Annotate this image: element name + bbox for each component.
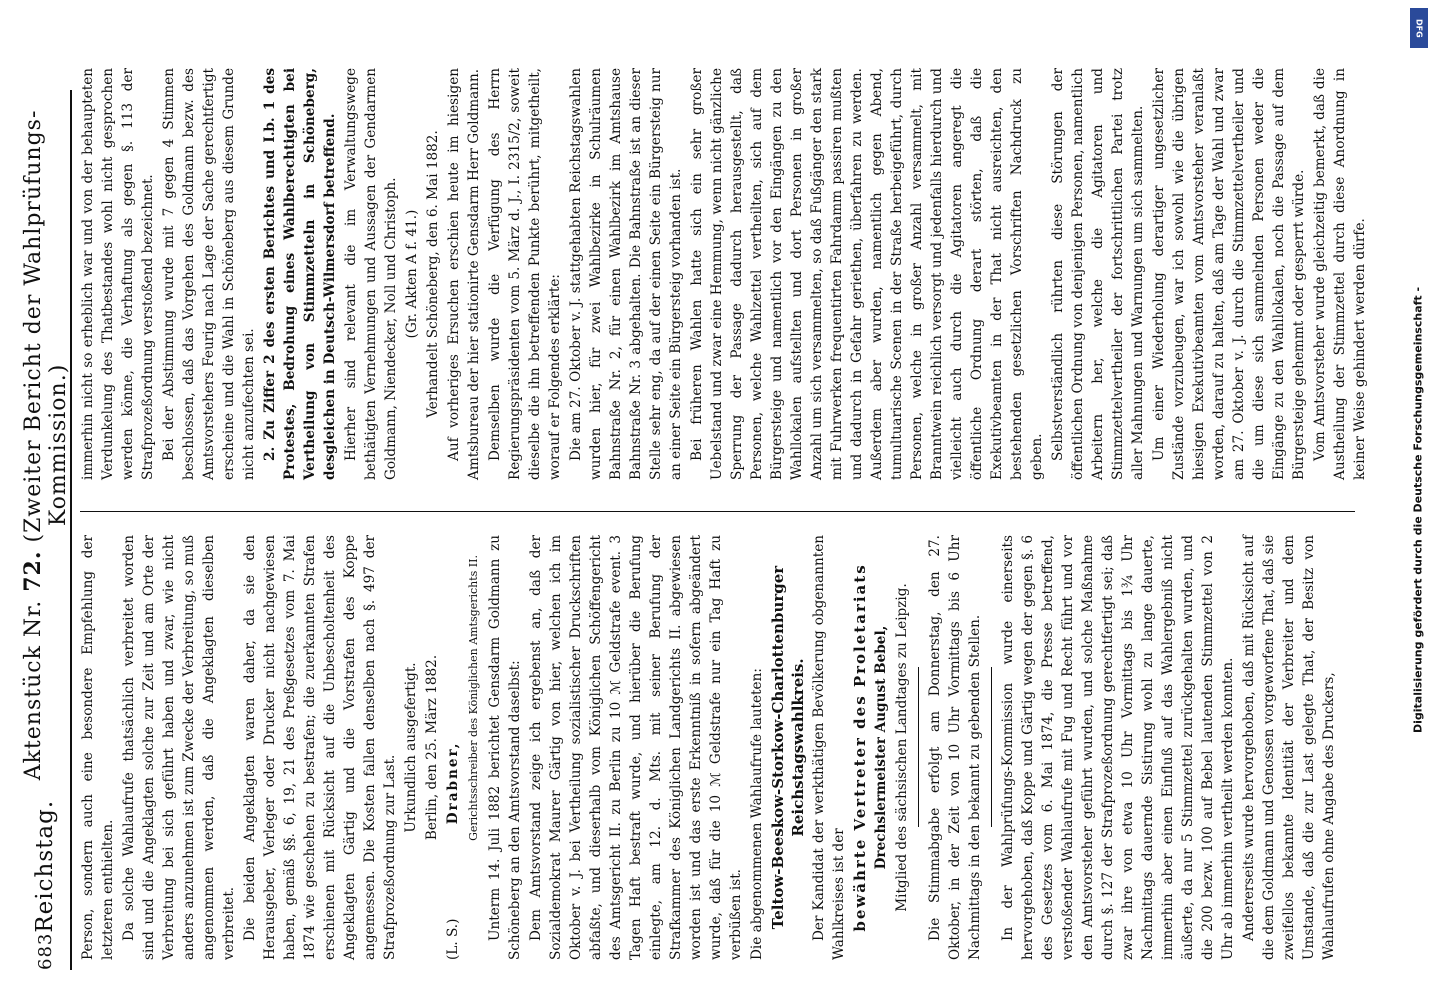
separator-rule (991, 668, 992, 828)
paragraph: In der Wahlprüfungs-Kommission wurde einerseits hervorgehoben, daß Koppe und Gärtig wegen der gegen §. 6 des Gesetzes vom 6. Mai 1874, die Presse betreffend, verstoßender Wahlaufrufe mit Fug und Recht führt und vor den Amtsvorsteher geführt wurden, und solche Maßnahme durch §. 127 der Strafprozeßordnung gerechtfertigt sei; daß zwar ihre von etwa 10 Uhr Vormittags bis 1¾ Uhr Nachmittags dauernde Sistirung wohl zu lange dauerte, immerhin aber einen Einfluß auf das Wahlergebniß nicht äußerte, da nur 5 Stimmzettel zurückgehalten wurden, und die 200 bezw. 100 auf Bebel lautenden Stimmzettel von 2 Uhr ab immerhin vertheilt werden konnten. (1000, 535, 1236, 960)
paragraph: Der Kandidat der werkthätigen Bevölkerung obgenannten Wahlkreises ist der (811, 535, 847, 960)
title-suffix: (Zweiter Bericht der Wahlprüfungs-Kommission.) (20, 109, 71, 543)
section-heading: 2. Zu Ziffer 2 des ersten Berichtes und I.b. 1 des Protestes, Bedrohung eines Wahlberechtigten bei Vertheilung von Stimmzetteln in Schöneberg, desgleichen in Deutsch-Wilmersdorf betreffend. (262, 68, 338, 480)
column-divider (80, 511, 1355, 512)
page-title (20, 90, 71, 800)
paragraph: immerhin nicht so erheblich war und von der behaupteten Verdunkelung des Thatbestandes wohl nicht gesprochen werden könne, die Verhaftung als gegen §. 113 der Strafprozeßordnung verstoßend bezeichnet. (80, 68, 156, 480)
paragraph: Bei früheren Wahlen hatte sich ein sehr großer Uebelstand und zwar eine Hemmung, wenn nicht gänzliche Sperrung der Passage dadurch herausgestellt, daß Personen, welche Wahlzettel vertheilten, sich auf dem Bürgersteige und namentlich vor den Eingängen zu den Wahllokalen aufstellten und dort Personen in großer Anzahl um sich versammelten, so daß Fußgänger den stark mit Fuhrwerken frequentirten Fahrdamm passiren mußten und dadurch in Gefahr geriethen, überfahren zu werden. Außerdem aber wurden, namentlich gegen Abend, tumultuarische Scenen in der Straße herbeigeführt, durch Personen, welche in großer Anzahl versammelt, mit Branntwein reichlich versorgt und jedenfalls hierdurch und vielleicht auch durch die Agitatoren angeregt die öffentliche Ordnung derart störten, daß die Exekutivbeamten in der That nicht ausreichten, den bestehenden gesetzlichen Vorschriften Nachdruck zu geben. (689, 68, 1045, 480)
paragraph: Hierher sind relevant die im Verwaltungswege bethätigten Vernehmungen und Aussagen der Gendarmen Goldmann, Niendecker, Noll und Christoph. (343, 68, 399, 480)
signatory-title: Gerichtsschreiber des Königlichen Amtsgerichts II. (467, 555, 480, 841)
reference: (Gr. Akten A f. 41.) (404, 209, 420, 339)
paragraph: Demselben wurde die Verfügung des Herrn Regierungspräsidenten vom 5. März d. J., I. 2315/2, soweit dieselbe die ihn betreffenden Punkte berührt, mitgetheilt, worauf er Folgendes erklärte: (487, 68, 563, 480)
paragraph: Um einer Wiederholung derartiger ungesetzlicher Zustände vorzubeugen, war ich sowohl wie die übrigen hiesigen Exekutivbeamten vom Amtsvorsteher veranlaßt worden, darauf zu halten, daß am Tage der Wahl und zwar am 27. Oktober v. J. durch die Stimmzettelvertheiler und die um diese sich sammelnden Personen weder die Eingänge zu den Wahllokalen, noch die Passage auf dem Bürgersteige gehemmt oder gesperrt würde. (1151, 68, 1307, 480)
section-heading: bewährte Vertreter des Proletariats (851, 563, 869, 932)
paragraph: Unterm 14. Juli 1882 berichtet Gensdarm Goldmann zu Schöneberg an den Amtsvorstand daselbst: (487, 535, 523, 960)
page-number: 683 (34, 932, 56, 970)
paragraph: Person, sondern auch eine besondere Empfehlung der letzteren enthielten. (80, 535, 116, 960)
paragraph: Die abgenommenen Wahlaufrufe lauteten: (749, 668, 765, 960)
page-header (19, 90, 71, 970)
left-column (78, 535, 1340, 960)
section-heading: Teltow-Beeskow-Storkow-Charlottenburger Reichstagswahlkreis. (769, 565, 807, 930)
paragraph: Die am 27. Oktober v. J. stattgehabten Reichstagswahlen wurden hier, für zwei Wahlbezirke in Schulräumen Bahnstraße Nr. 2, für einen Wahlbezirk im Amtshause Bahnstraße Nr. 3 abgehalten. Die Bahnstraße ist an dieser Stelle sehr eng, da auf der einen Seite ein Bürgersteig nur an einer Seite ein Bürgersteig vorhanden ist. (568, 68, 684, 480)
paragraph: Vom Amtsvorsteher wurde gleichzeitig bemerkt, daß die Austheilung der Stimmzettel durch diese Anordnung in keiner Weise gehindert werden dürfe. (1312, 68, 1368, 480)
section-heading: Mitglied des sächsischen Landtages zu Leipzig. (894, 583, 910, 912)
paragraph: Die beiden Angeklagten waren daher, da sie den Herausgeber, Verleger oder Drucker nicht nachgewiesen haben, gemäß §§. 6, 19, 21 des Preßgesetzes vom 7. Mai 1874 wie geschehen zu bestrafen; die zuerkannten Strafen erschienen mit Rücksicht auf die Unbescholtenheit des Angeklagten Gärtig und die Vorstrafen des Koppe angemessen. Die Kosten fallen denselben nach §. 497 der Strafprozeßordnung zur Last. (242, 535, 398, 960)
signatory-name: Drabner, (445, 741, 461, 825)
section-heading: Drechslermeister August Bebel, (873, 625, 889, 870)
seal-mark: (L. S.) (445, 918, 461, 960)
right-column (78, 68, 1371, 480)
paragraph: Auf vorheriges Ersuchen erschien heute im hiesigen Amtsbureau der hier stationirte Gensdarm Herr Goldmann. (446, 68, 482, 480)
title-number: 72. (19, 550, 46, 592)
signature-date: Berlin, den 25. März 1882. (424, 654, 440, 841)
separator-rule (918, 668, 919, 828)
paragraph: Bei der Abstimmung wurde mit 7 gegen 4 Stimmen beschlossen, daß das Vorgehen des Goldmann bezw. des Amtsvorstehers Feurig nach Lage der Sache gerechtfertigt erscheine und die Wahl in Schöneberg aus diesem Grunde nicht anzufechten sei. (161, 68, 257, 480)
paragraph: Andererseits wurde hervorgehoben, daß mit Rücksicht auf die dem Goldmann und Genossen vorgeworfene That, daß sie zweifellos bekannte Identität der Verbreiter und dem Umstande, daß die zur Last gelegte That, der Besitz von Wahlaufrufen ohne Angabe des Druckers, (1241, 535, 1337, 960)
title-prefix: Aktenstück Nr. (20, 599, 46, 781)
header-rule (70, 90, 72, 970)
digitization-credit: Digitalisierung gefördert durch die Deutsche Forschungsgemeinschaft - (1411, 286, 1425, 734)
paragraph: Verhandelt Schöneberg, den 6. Mai 1882. (425, 130, 441, 418)
dfg-logo-icon: DFG (1410, 8, 1428, 48)
paragraph: Da solche Wahlaufrufe thatsächlich verbreitet worden sind und die Angeklagten solche zur Zeit und am Orte der Verbreitung bei sich geführt haben und zwar, wie nicht anders anzunehmen ist zum Zwecke der Verbreitung, so muß angenommen werden, daß die Angeklagten dieselben verbreitet. (121, 535, 237, 960)
header-left-label: Reichstag. (32, 799, 58, 933)
paragraph: Selbstverständlich rührten diese Störungen der öffentlichen Ordnung von denjenigen Personen, namentlich Arbeitern her, welche die Agitatoren und Stimmzettelvertheiler der fortschrittlichen Partei trotz aller Mahnungen und Warnungen um sich sammelten. (1050, 68, 1146, 480)
signature-block (443, 535, 463, 960)
paragraph: Dem Amtsvorstand zeige ich ergebenst an, daß der Sozialdemokrat Maurer Gärtig von hier, welchen ich im Oktober v. J. bei Vertheilung sozialistischer Druckschriften abfaßte, und dieserhalb vom Königlichen Schöffengericht des Amtsgericht II. zu Berlin zu 10 ℳ Geldstrafe event. 3 Tagen Haft bestraft wurde, und hierüber die Berufung einlegte, am 12. d. Mts. mit seiner Berufung der Strafkammer des Königlichen Landgerichts II. abgewiesen worden ist und das erste Erkenntniß in sofern abgeändert wurde, daß für die 10 ℳ Geldstrafe nur ein Tag Haft zu verbüßen ist. (528, 535, 744, 960)
signature-line: Urkundlich ausgefertigt. (403, 662, 419, 833)
paragraph: Die Stimmabgabe erfolgt am Donnerstag, den 27. Oktober, in der Zeit von 10 Uhr Vormittags bis 6 Uhr Nachmittags in den bekannt zu gebenden Stellen. (927, 535, 983, 960)
